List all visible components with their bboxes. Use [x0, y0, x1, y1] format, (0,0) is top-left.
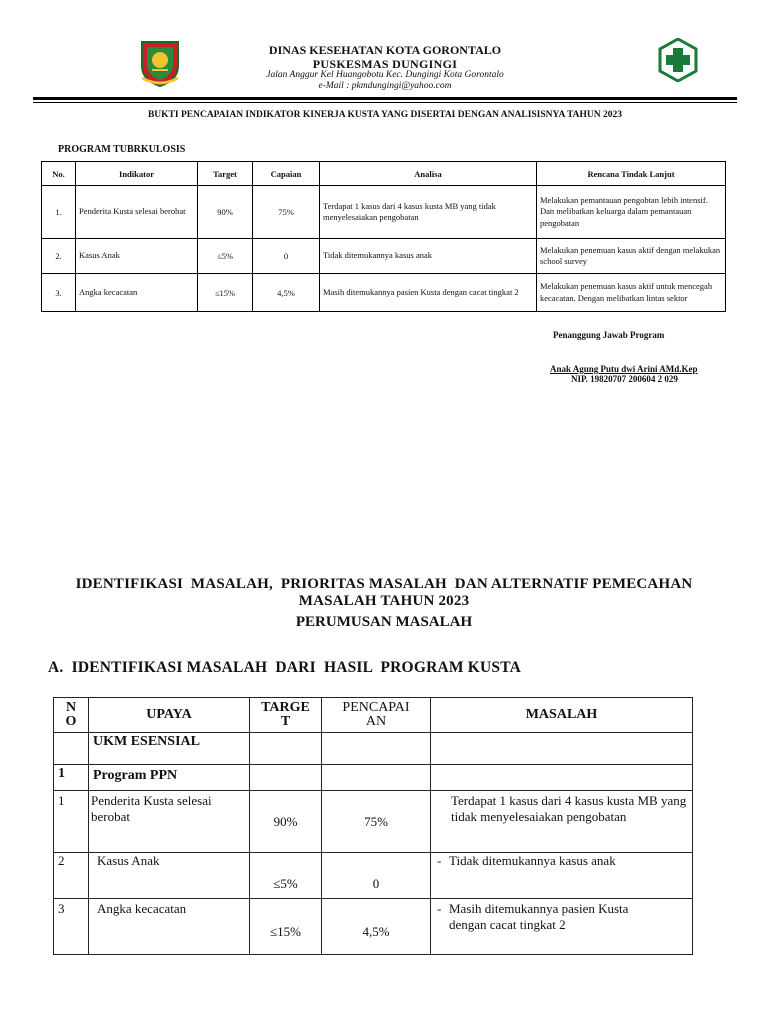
bullet-dash: -: [437, 901, 442, 916]
col-pencapaian: [322, 698, 431, 733]
table-row: [54, 853, 693, 899]
program-label: PROGRAM TUBRKULOSIS: [58, 144, 186, 155]
problem-table: [53, 697, 693, 955]
table-row: [42, 186, 726, 239]
cell-target: ≤15%: [198, 274, 253, 312]
cell-indikator: Penderita Kusta selesai berobat: [76, 186, 198, 239]
cell-analisa: Tidak ditemukannya kasus anak: [320, 239, 537, 274]
letterhead-rule-thin: [33, 102, 737, 103]
cell-no: 2: [54, 853, 89, 899]
signature-role: Penanggung Jawab Program: [553, 330, 665, 340]
agency-name: DINAS KESEHATAN KOTA GORONTALO: [268, 43, 502, 57]
cell-empty: [250, 733, 322, 765]
cell-empty: [250, 765, 322, 791]
city-emblem-icon: [138, 38, 182, 88]
col-masalah: MASALAH: [431, 698, 693, 733]
col-target-line1: TARGE: [261, 700, 310, 715]
agency-address: Jalan Anggur Kel Huangobotu Kec. Dungingi Kota Gorontalo: [266, 70, 504, 80]
table-row: [54, 765, 693, 791]
col-analisa: Analisa: [320, 162, 537, 186]
col-capaian: Capaian: [253, 162, 320, 186]
table-header-row: [42, 162, 726, 186]
cell-capaian: 4,5%: [253, 274, 320, 312]
col-rencana: Rencana Tindak Lanjut: [537, 162, 726, 186]
document-title: BUKTI PENCAPAIAN INDIKATOR KINERJA KUSTA YANG DISERTAI DENGAN ANALISISNYA TAHUN 2023: [147, 110, 623, 120]
cell-empty: [322, 733, 431, 765]
section-title-line2: MASALAH TAHUN 2023: [298, 593, 470, 609]
cell-pencapaian: 75%: [322, 791, 431, 853]
col-no-line1: N: [65, 700, 77, 715]
col-no: No.: [42, 162, 76, 186]
cell-group-ppn: Program PPN: [89, 765, 250, 791]
cell-pencapaian: 4,5%: [322, 899, 431, 955]
section-title: [60, 576, 708, 610]
cell-upaya: Kasus Anak: [89, 853, 250, 899]
table-row: [42, 239, 726, 274]
col-pencapaian-line2: AN: [365, 714, 387, 729]
col-pencapaian-line1: PENCAPAI: [342, 700, 410, 715]
cell-capaian: 75%: [253, 186, 320, 239]
cell-no: 1.: [42, 186, 76, 239]
indicator-table: [41, 161, 726, 312]
signature-nip: NIP. 19820707 200604 2 029: [571, 374, 678, 384]
table-row: [54, 733, 693, 765]
cell-target: ≤15%: [250, 899, 322, 955]
cell-rencana: Melakukan pemantauan pengobtan lebih intensif. Dan melibatkan keluarga dalam pemantauan pengobatan: [537, 186, 726, 239]
cell-masalah: Terdapat 1 kasus dari 4 kasus kusta MB yang tidak menyelesaiakan pengobatan: [431, 791, 693, 853]
table-row: [42, 274, 726, 312]
cell-empty: [431, 765, 693, 791]
table-row: [54, 791, 693, 853]
cell-no: 2.: [42, 239, 76, 274]
cell-target: ≤5%: [250, 853, 322, 899]
table-row: [54, 899, 693, 955]
cell-masalah-text: Masih ditemukannya pasien Kusta dengan cacat tingkat 2: [449, 901, 629, 932]
cell-rencana: Melakukan penemuan kasus aktif untuk mencegah kecacatan. Dengan melibatkan lintas sektor: [537, 274, 726, 312]
bullet-dash: -: [437, 853, 442, 868]
puskesmas-name: PUSKESMAS DUNGINGI: [312, 57, 458, 71]
cell-no: 1: [54, 791, 89, 853]
section-subtitle: PERUMUSAN MASALAH: [295, 614, 473, 630]
cell-no: 3.: [42, 274, 76, 312]
cell-target: 90%: [198, 186, 253, 239]
cell-capaian: 0: [253, 239, 320, 274]
cell-empty: [54, 733, 89, 765]
cell-upaya: Angka kecacatan: [89, 899, 250, 955]
cell-group-ukm: UKM ESENSIAL: [89, 733, 250, 765]
cell-masalah-text: Tidak ditemukannya kasus anak: [449, 853, 616, 868]
col-no-line2: O: [65, 714, 77, 729]
table-header-row: [54, 698, 693, 733]
letterhead-rule: [33, 97, 737, 100]
cell-indikator: Angka kecacatan: [76, 274, 198, 312]
col-upaya: UPAYA: [89, 698, 250, 733]
health-cross-icon: [656, 38, 700, 82]
col-no: [54, 698, 89, 733]
cell-empty: [322, 765, 431, 791]
cell-analisa: Terdapat 1 kasus dari 4 kasus kusta MB yang tidak menyelesaiakan pengobatan: [320, 186, 537, 239]
col-target: Target: [198, 162, 253, 186]
cell-empty: [431, 733, 693, 765]
cell-analisa: Masih ditemukannya pasien Kusta dengan cacat tingkat 2: [320, 274, 537, 312]
cell-masalah: [431, 853, 693, 899]
cell-indikator: Kasus Anak: [76, 239, 198, 274]
cell-target: ≤5%: [198, 239, 253, 274]
cell-pencapaian: 0: [322, 853, 431, 899]
col-target-line2: T: [280, 714, 291, 729]
cell-no: 1: [54, 765, 89, 791]
cell-no: 3: [54, 899, 89, 955]
agency-email: e-Mail : pkmdungingi@yahoo.com: [318, 81, 452, 91]
col-target: [250, 698, 322, 733]
section-title-line1: IDENTIFIKASI MASALAH, PRIORITAS MASALAH DAN ALTERNATIF PEMECAHAN: [75, 576, 693, 592]
cell-masalah: [431, 899, 693, 955]
cell-target: 90%: [250, 791, 322, 853]
cell-rencana: Melakukan penemuan kasus aktif dengan melakukan school survey: [537, 239, 726, 274]
section-heading: A. IDENTIFIKASI MASALAH DARI HASIL PROGRAM KUSTA: [48, 659, 522, 676]
cell-upaya: Penderita Kusta selesai berobat: [89, 791, 250, 853]
col-indikator: Indikator: [76, 162, 198, 186]
signature-name: Anak Agung Putu dwi Arini AMd.Kep: [550, 364, 698, 374]
